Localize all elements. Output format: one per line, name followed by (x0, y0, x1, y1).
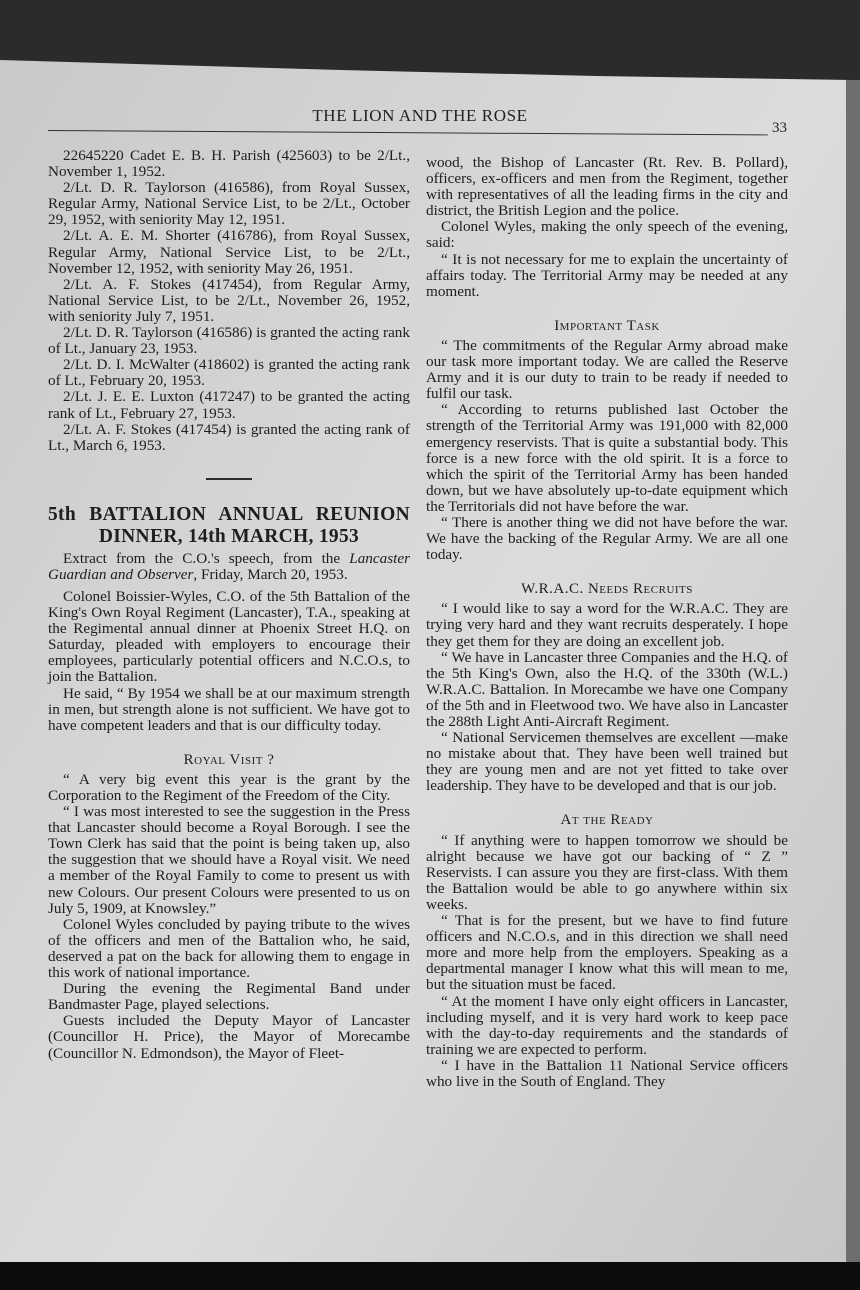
intro-text-before: Extract from the C.O.'s speech, from the (63, 549, 350, 567)
article-paragraph: “ I would like to say a word for the W.R.A.C. They are trying very hard and they want recruits desperately. I hope they get them for they are doing an excellent job. (426, 600, 788, 650)
article-paragraph: “ National Servicemen themselves are excellent —make no mistake about that. They have been well trained but they are young men and are not yet fitted to take over leadership. They have to be developed and that is our job. (426, 729, 788, 795)
article-paragraph: wood, the Bishop of Lancaster (Rt. Rev. B. Pollard), officers, ex-officers and men from the Regiment, together with representatives of all the leading firms in the city and district, the British Legion and the police. (426, 154, 788, 220)
article-paragraph: “ It is not necessary for me to explain the uncertainty of affairs today. The Territorial Army may be needed at any moment. (426, 250, 788, 300)
article-paragraph: “ According to returns published last October the strength of the Territorial Army was 191,000 with 82,000 emergency reservists. That is quite a substantial body. This force is a new force with the old spirit. It is a force to which the spirit of the Territorial Army has been handed down, but we have absolutely up-to-date equipment which the Territorials did not have before the war. (426, 401, 788, 515)
article-paragraph: “ I was most interested to see the suggestion in the Press that Lancaster should become a Royal Borough. I see the Town Clerk has said that the point is being taken up, also the suggestion that we should have a Royal visit. We need a member of the Royal Family to come to present us with new Colours. Our present Colours were presented to us on July 5, 1909, at Knowsley.” (48, 803, 410, 917)
gazette-entry: 2/Lt. A. F. Stokes (417454), from Regular Army, National Service List, to be 2/Lt., November 26, 1952, with seniority July 7, 1951. (48, 275, 410, 325)
page-edge (846, 80, 860, 1262)
article-paragraph: “ At the moment I have only eight officers in Lancaster, including myself, and it is very hard work to keep pace with the day-to-day requirements and the standards of training we are expected to perform. (426, 992, 788, 1058)
subheading-wrac-needs-recruits: W.R.A.C. Needs Recruits (521, 581, 693, 598)
section-divider (206, 478, 252, 480)
gazette-entry: 2/Lt. D. I. McWalter (418602) is granted the acting rank of Lt., February 20, 1953. (48, 356, 410, 390)
gazette-entry: 2/Lt. A. E. M. Shorter (416786), from Royal Sussex, Regular Army, National Service List, to be 2/Lt., November 12, 1952, with seniority May 26, 1951. (48, 227, 410, 277)
gazette-entry: 22645220 Cadet E. B. H. Parish (425603) to be 2/Lt., November 1, 1952. (48, 147, 410, 181)
article-paragraph: “ There is another thing we did not have before the war. We have the backing of the Regular Army. We are all one today. (426, 513, 788, 564)
article-paragraph: Guests included the Deputy Mayor of Lancaster (Councillor H. Price), the Mayor of Morecambe (Councillor N. Edmondson), the Mayor of Fleet- (48, 1012, 410, 1062)
page-number: 33 (772, 120, 787, 136)
article-paragraph: Colonel Boissier-Wyles, C.O. of the 5th Battalion of the King's Own Royal Regiment (Lancaster), T.A., speaking at the Regimental annual dinner at Phoenix Street H.Q. on Saturday, pleaded with employers to encourage their employees, particularly potential officers and N.C.O.s, to join the Battalion. (48, 587, 410, 686)
article-paragraph: “ The commitments of the Regular Army abroad make our task more important today. We are called the Reserve Army and it is our duty to train to be ready if needed to fulfil our task. (426, 336, 788, 403)
right-column (426, 155, 788, 1090)
left-column (48, 148, 410, 1062)
gazette-entry: 2/Lt. A. F. Stokes (417454) is granted the acting rank of Lt., March 6, 1953. (48, 420, 410, 454)
newspaper-name: Lancaster Guardian and Observer (48, 549, 410, 583)
gazette-entry: 2/Lt. J. E. E. Luxton (417247) to be granted the acting rank of Lt., February 27, 1953. (48, 388, 410, 422)
gazette-entry: 2/Lt. D. R. Taylorson (416586), from Royal Sussex, Regular Army, National Service List, to be 2/Lt., October 29, 1952, with seniority May 12, 1951. (48, 179, 410, 229)
article-paragraph: “ We have in Lancaster three Companies and the H.Q. of the 5th King's Own, also the H.Q. of the 330th (W.L.) W.R.A.C. Battalion. In Morecambe we have one Company of the 5th and in Fleetwood two. We have also in Lancaster the 288th Light Anti-Aircraft Regiment. (426, 648, 788, 730)
article-title-line-1: 5th BATTALION ANNUAL REUNION (48, 503, 410, 525)
gazette-entry: 2/Lt. D. R. Taylorson (416586) is granted the acting rank of Lt., January 23, 1953. (48, 324, 410, 358)
article-paragraph: Colonel Wyles, making the only speech of the evening, said: (426, 218, 788, 252)
article-paragraph: He said, “ By 1954 we shall be at our maximum strength in men, but strength alone is not sufficient. We have got to have competent leaders and that is our difficulty today. (48, 684, 410, 734)
article-title (48, 504, 410, 548)
article-paragraph: “ A very big event this year is the grant by the Corporation to the Regiment of the Freedom of the City. (48, 770, 410, 804)
subheading-at-the-ready: At the Ready (560, 812, 654, 829)
subheading-royal-visit: Royal Visit ? (183, 751, 275, 768)
article-paragraph: Colonel Wyles concluded by paying tribute to the wives of the officers and men of the Battalion who, he said, deserved a pat on the back for allowing them to engage in this work of national importance. (48, 915, 410, 982)
article-intro (48, 551, 410, 583)
article-title-line-2: DINNER, 14th MARCH, 1953 (98, 525, 360, 547)
article-paragraph: “ If anything were to happen tomorrow we should be alright because we have got our backing of “ Z ” Reservists. I can assure you they are first-class. With them the Battalion would be able to go anywhere within six weeks. (426, 831, 788, 913)
article-paragraph: During the evening the Regimental Band under Bandmaster Page, played selections. (48, 980, 410, 1014)
intro-text-after: , Friday, March 20, 1953. (193, 565, 348, 583)
subheading-important-task: Important Task (554, 317, 660, 334)
article-paragraph: “ I have in the Battalion 11 National Service officers who live in the South of England. They (426, 1056, 788, 1090)
article-paragraph: “ That is for the present, but we have to find future officers and N.C.O.s, and in this direction we shall need more and more help from the employers. Speaking as a departmental manager I know what this will mean to me, but the situation must be faced. (426, 912, 788, 994)
running-title: THE LION AND THE ROSE (312, 106, 528, 125)
